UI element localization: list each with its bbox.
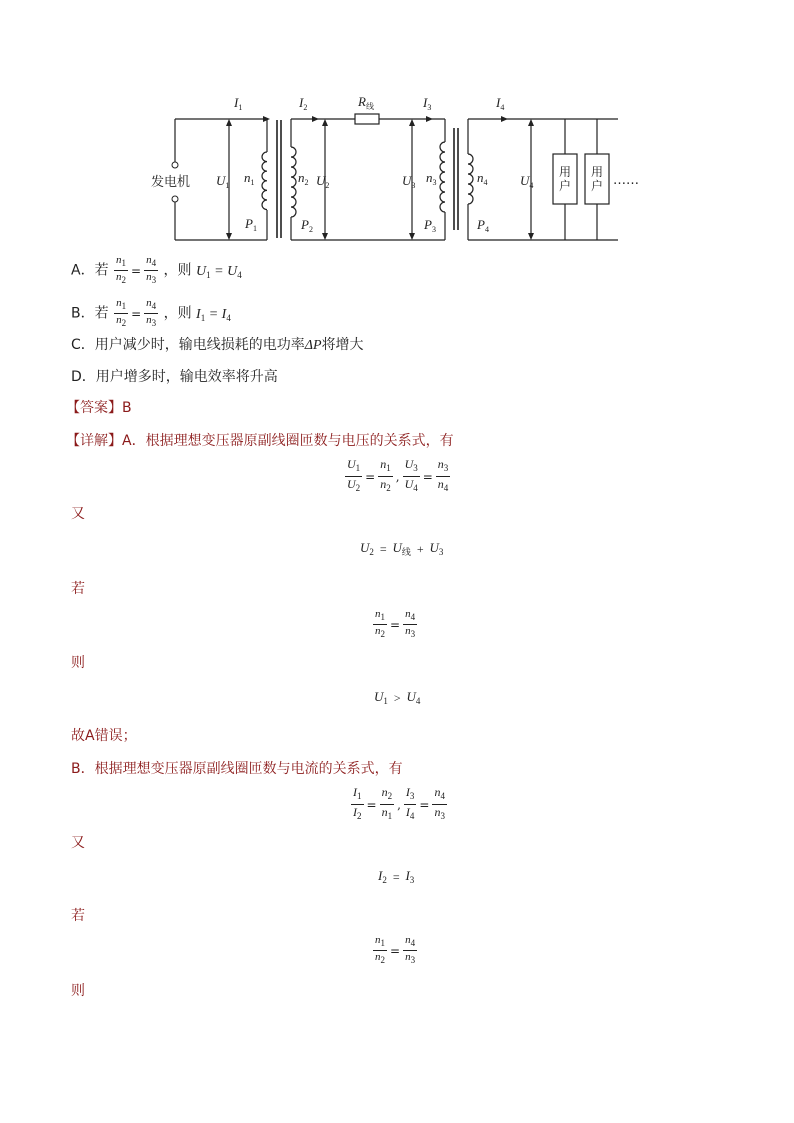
option-a: A．若 $\frac{n_1}{n_2}$ = $\frac{n_4}{n_3}$ ，则 $U_1 = U_4$ xyxy=(71,254,242,285)
answer-value: B xyxy=(122,400,132,416)
option-b-result: $I_1 = I_4$ xyxy=(196,306,231,323)
svg-text:P3: $P_3$ xyxy=(424,217,436,234)
detail-a-ze: 则 xyxy=(71,655,85,671)
generator-terminal-top xyxy=(172,162,178,168)
svg-text:U4: $U_4$ xyxy=(520,173,534,190)
user-box-2-label-bottom: 户 xyxy=(591,179,604,193)
svg-text:I2: $I_2$ xyxy=(299,95,308,112)
detail-a-condition: $\frac{n_1}{n_2}$ = $\frac{n_4}{n_3}$ xyxy=(375,608,416,639)
detail-a-intro: 【详解】A．根据理想变压器原副线圈匝数与电压的关系式，有 xyxy=(66,433,454,449)
option-c: C．用户减少时，输电线损耗的电功率ΔP将增大 xyxy=(71,337,364,353)
option-d: D．用户增多时，输电效率将升高 xyxy=(71,369,278,385)
svg-text:n2: $n_2$ xyxy=(298,170,309,187)
svg-text:R线: $R_线$ xyxy=(358,94,374,111)
svg-text:n1: $n_1$ xyxy=(244,170,255,187)
svg-text:P2: $P_2$ xyxy=(301,217,313,234)
power-transmission-diagram xyxy=(140,92,650,252)
detail-a-you: 又 xyxy=(71,506,85,522)
detail-a-conclusion: 故A错误； xyxy=(71,728,137,744)
option-a-fraction-right: $\frac{n_4}{n_3}$ xyxy=(146,254,157,285)
generator-terminal-bottom xyxy=(172,196,178,202)
current-equation: $I_2 = I_3$ xyxy=(378,868,415,885)
u2-equation: $U_2 = U_线 + U_3$ xyxy=(360,540,444,558)
option-a-result: $U_1 = U_4$ xyxy=(196,263,242,280)
svg-text:P4: $P_4$ xyxy=(477,217,489,234)
voltage-inequality: $U_1 > U_4$ xyxy=(374,689,421,706)
user-box-1-label-bottom: 户 xyxy=(559,179,572,193)
svg-text:I4: $I_4$ xyxy=(496,95,505,112)
answer-label: 【答案】 xyxy=(66,400,122,416)
option-a-prefix: A．若 xyxy=(71,262,109,279)
generator-label: 发电机 xyxy=(151,175,191,190)
option-b: B．若 $\frac{n_1}{n_2}$ = $\frac{n_4}{n_3}$ ，则 $I_1 = I_4$ xyxy=(71,297,231,328)
svg-text:U1: $U_1$ xyxy=(216,173,230,190)
svg-text:I3: $I_3$ xyxy=(423,95,432,112)
option-b-fraction-right: $\frac{n_4}{n_3}$ xyxy=(146,297,157,328)
detail-a-ruo: 若 xyxy=(71,581,85,597)
detail-b-condition: $\frac{n_1}{n_2}$ = $\frac{n_4}{n_3}$ xyxy=(375,934,416,965)
svg-text:P1: $P_1$ xyxy=(245,216,257,233)
voltage-ratio-equations: $\frac{U_1}{U_2}$ = $\frac{n_1}{n_2}$ , $\frac{U_3}{U_4}$ = $\frac{n_3}{n_4}$ xyxy=(347,457,449,493)
user-box-1-label-top: 用 xyxy=(559,165,572,179)
svg-text:n3: $n_3$ xyxy=(426,170,437,187)
detail-b-ze: 则 xyxy=(71,983,85,999)
detail-b-ruo: 若 xyxy=(71,908,85,924)
svg-text:U2: $U_2$ xyxy=(316,173,330,190)
user-box-2-label-top: 用 xyxy=(591,165,604,179)
current-ratio-equations: $\frac{I_1}{I_2}$ = $\frac{n_2}{n_1}$ , $\frac{I_3}{I_4}$ = $\frac{n_4}{n_3}$ xyxy=(353,785,445,821)
diagram-ellipsis: …… xyxy=(613,173,639,188)
detail-b-intro: B．根据理想变压器原副线圈匝数与电流的关系式，有 xyxy=(71,761,403,777)
answer-line xyxy=(66,398,132,418)
svg-text:U3: $U_3$ xyxy=(402,173,416,190)
option-a-fraction-left: $\frac{n_1}{n_2}$ xyxy=(116,254,127,285)
svg-text:n4: $n_4$ xyxy=(477,170,488,187)
svg-text:I1: $I_1$ xyxy=(234,95,243,112)
detail-b-you: 又 xyxy=(71,835,85,851)
option-b-fraction-left: $\frac{n_1}{n_2}$ xyxy=(116,297,127,328)
